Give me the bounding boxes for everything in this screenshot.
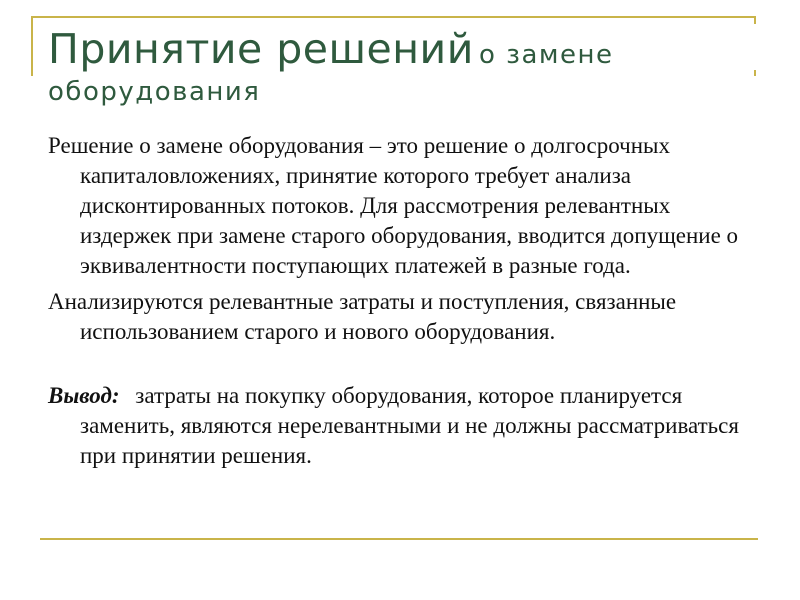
paragraph-2-text: Анализируются релевантные затраты и поступления, связанные использованием старого и нового оборудования. — [48, 289, 677, 344]
slide-body — [48, 131, 748, 477]
conclusion-paragraph — [48, 381, 748, 471]
title-line2: оборудования — [48, 77, 261, 108]
slide-title — [48, 25, 748, 108]
paragraph-2 — [48, 287, 748, 347]
right-rule — [754, 16, 756, 24]
left-rule — [31, 16, 33, 76]
title-rest: о замене — [478, 40, 614, 70]
title-main: Принятие решений — [48, 25, 474, 73]
conclusion-label: Вывод: — [48, 383, 120, 408]
right-tick — [754, 70, 756, 76]
paragraph-1 — [48, 131, 748, 281]
top-rule — [31, 16, 756, 18]
conclusion-text: затраты на покупку оборудования, которое планируется заменить, являются нерелевантными и не должны рассматриваться при принятии решения. — [80, 383, 739, 468]
paragraph-1-text: Решение о замене оборудования – это решение о долгосрочных капиталовложениях, принятие которого требует анализа дисконтированных потоков. Для рассмотрения релевантных издержек при замене старого оборудования, вводится допущение о эквивалентности поступающих платежей в разные года. — [48, 133, 739, 278]
bottom-rule — [40, 538, 758, 540]
